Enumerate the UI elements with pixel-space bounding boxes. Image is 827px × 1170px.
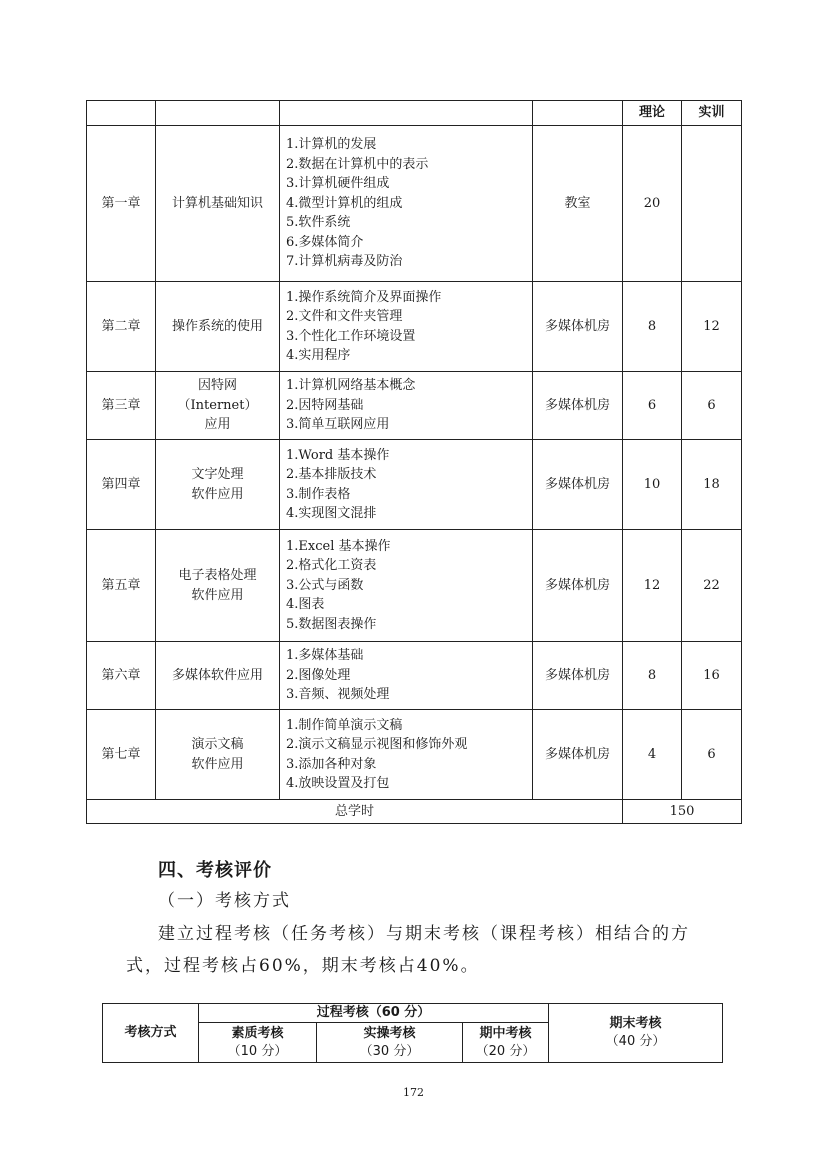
assessment-table	[102, 1003, 723, 1063]
topic-item: 3.添加各种对象	[286, 756, 377, 772]
midterm-assessment-score: （20 分）	[475, 1043, 536, 1059]
chapter-row	[87, 372, 742, 440]
chapter-number: 第二章	[87, 282, 156, 372]
chapter-row	[87, 530, 742, 642]
practice-hours: 16	[682, 642, 742, 710]
topic-item: 3.简单互联网应用	[286, 417, 390, 433]
topic-item: 4.放映设置及打包	[286, 776, 390, 791]
practice-hours: 12	[682, 282, 742, 372]
chapter-number: 第四章	[87, 440, 156, 530]
topic-item: 1.Word 基本操作	[286, 447, 390, 463]
chapter-name-line: （Internet）	[177, 397, 258, 413]
topic-item: 5.数据图表操作	[286, 616, 377, 632]
chapter-row	[87, 710, 742, 800]
assessment-paragraph	[126, 918, 726, 982]
chapter-name-line: 操作系统的使用	[171, 318, 263, 334]
chapter-number: 第一章	[87, 126, 156, 282]
topic-item: 2.图像处理	[286, 667, 351, 683]
chapter-name	[156, 372, 280, 440]
topic-item: 7.计算机病毒及防治	[286, 254, 403, 270]
theory-hours: 4	[623, 710, 682, 800]
chapter-name-line: 应用	[204, 417, 231, 433]
chapter-topics	[280, 530, 533, 642]
practice-hours: 18	[682, 440, 742, 530]
chapter-row	[87, 642, 742, 710]
practical-assessment-label: 实操考核	[363, 1025, 416, 1041]
chapter-number: 第三章	[87, 372, 156, 440]
topic-item: 4.微型计算机的组成	[286, 195, 403, 211]
process-assessment-label: 过程考核（60 分）	[199, 1004, 549, 1023]
midterm-assessment-label: 期中考核	[479, 1025, 532, 1041]
quality-assessment-cell	[199, 1023, 317, 1063]
topic-item: 1.多媒体基础	[286, 648, 364, 664]
topic-item: 2.演示文稿显示视图和修饰外观	[286, 737, 468, 752]
topic-item: 3.音频、视频处理	[286, 687, 390, 703]
total-row	[87, 800, 742, 824]
final-assessment-score: （40 分）	[605, 1034, 666, 1049]
header-cell-empty	[280, 101, 533, 126]
paragraph-text: 建立过程考核（任务考核）与期末考核（课程考核）相结合的方式，过程考核占60%，期末考核占40%。	[126, 924, 690, 976]
teaching-location: 多媒体机房	[533, 282, 623, 372]
assessment-method-label: 考核方式	[103, 1004, 199, 1063]
header-cell-empty	[533, 101, 623, 126]
chapter-name	[156, 710, 280, 800]
chapter-name-line: 因特网	[197, 378, 237, 394]
chapter-number: 第七章	[87, 710, 156, 800]
table-header-row	[87, 101, 742, 126]
teaching-location: 教室	[533, 126, 623, 282]
topic-item: 4.图表	[286, 597, 325, 613]
chapter-name-line: 软件应用	[191, 756, 244, 772]
midterm-assessment-cell	[463, 1023, 549, 1063]
topic-item: 3.计算机硬件组成	[286, 176, 390, 192]
chapter-number: 第五章	[87, 530, 156, 642]
header-practice: 实训	[682, 101, 742, 126]
chapter-name	[156, 440, 280, 530]
header-cell-empty	[87, 101, 156, 126]
topic-item: 1.操作系统简介及界面操作	[286, 289, 442, 305]
chapter-name	[156, 126, 280, 282]
practice-hours: 6	[682, 710, 742, 800]
theory-hours: 8	[623, 642, 682, 710]
topic-item: 6.多媒体简介	[286, 234, 364, 250]
teaching-location: 多媒体机房	[533, 372, 623, 440]
chapter-row	[87, 282, 742, 372]
quality-assessment-label: 素质考核	[231, 1025, 284, 1041]
practice-hours: 6	[682, 372, 742, 440]
teaching-location: 多媒体机房	[533, 710, 623, 800]
chapter-row	[87, 440, 742, 530]
section-title: 四、考核评价	[158, 860, 272, 881]
final-assessment-label: 期末考核	[609, 1016, 662, 1031]
chapter-topics	[280, 440, 533, 530]
theory-hours: 8	[623, 282, 682, 372]
chapter-topics	[280, 282, 533, 372]
teaching-location: 多媒体机房	[533, 530, 623, 642]
chapter-name	[156, 282, 280, 372]
topic-item: 2.数据在计算机中的表示	[286, 156, 429, 172]
topic-item: 4.实用程序	[286, 348, 351, 363]
quality-assessment-score: （10 分）	[227, 1043, 288, 1059]
page-number: 172	[403, 1086, 424, 1099]
topic-item: 1.计算机的发展	[286, 137, 377, 153]
chapter-topics	[280, 642, 533, 710]
final-assessment-cell	[549, 1004, 723, 1063]
practical-assessment-score: （30 分）	[359, 1043, 420, 1059]
header-theory: 理论	[623, 101, 682, 126]
chapter-topics	[280, 710, 533, 800]
chapter-topics	[280, 126, 533, 282]
teaching-location: 多媒体机房	[533, 642, 623, 710]
topic-item: 2.因特网基础	[286, 397, 364, 413]
chapter-name-line: 演示文稿	[191, 737, 244, 752]
practical-assessment-cell	[317, 1023, 463, 1063]
total-hours-label: 总学时	[87, 800, 623, 824]
topic-item: 4.实现图文混排	[286, 506, 377, 521]
chapter-name-line: 软件应用	[191, 587, 244, 603]
chapter-name	[156, 530, 280, 642]
topic-item: 3.公式与函数	[286, 577, 364, 593]
chapter-topics	[280, 372, 533, 440]
topic-item: 2.格式化工资表	[286, 558, 377, 574]
theory-hours: 6	[623, 372, 682, 440]
topic-item: 1.制作简单演示文稿	[286, 717, 403, 733]
chapter-name-line: 文字处理	[191, 467, 244, 482]
chapter-number: 第六章	[87, 642, 156, 710]
topic-item: 1.Excel 基本操作	[286, 538, 391, 554]
topic-item: 5.软件系统	[286, 215, 351, 231]
chapter-row	[87, 126, 742, 282]
topic-item: 1.计算机网络基本概念	[286, 378, 416, 394]
chapter-name-line: 多媒体软件应用	[171, 667, 263, 683]
theory-hours: 10	[623, 440, 682, 530]
subsection-title: （一）考核方式	[158, 891, 291, 911]
topic-item: 2.文件和文件夹管理	[286, 309, 403, 324]
chapter-name-line: 电子表格处理	[178, 568, 257, 583]
course-schedule-table	[86, 100, 742, 824]
practice-hours: 22	[682, 530, 742, 642]
header-cell-empty	[156, 101, 280, 126]
theory-hours: 20	[623, 126, 682, 282]
topic-item: 2.基本排版技术	[286, 467, 377, 482]
total-hours-value: 150	[623, 800, 742, 824]
theory-hours: 12	[623, 530, 682, 642]
teaching-location: 多媒体机房	[533, 440, 623, 530]
chapter-name	[156, 642, 280, 710]
practice-hours	[682, 126, 742, 282]
topic-item: 3.制作表格	[286, 486, 351, 502]
chapter-name-line: 软件应用	[191, 486, 244, 502]
chapter-name-line: 计算机基础知识	[171, 195, 263, 211]
topic-item: 3.个性化工作环境设置	[286, 328, 416, 344]
